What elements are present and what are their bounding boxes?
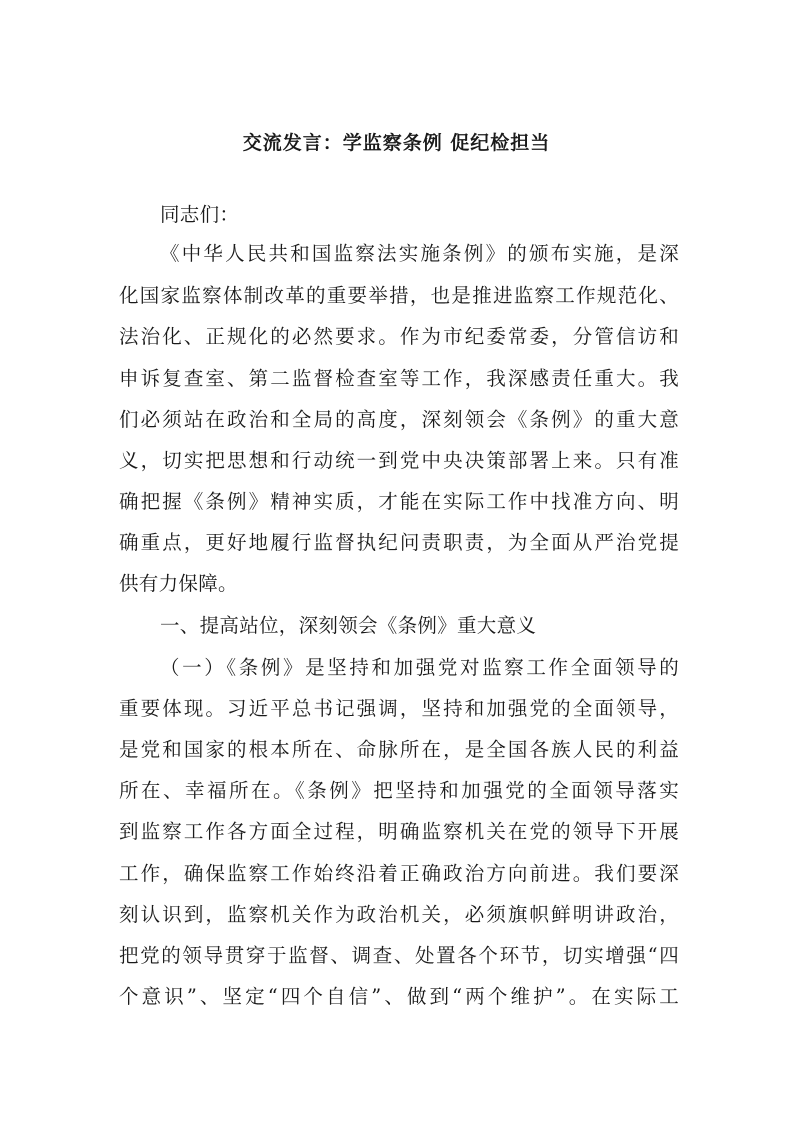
body-line: 供有力保障。 bbox=[119, 572, 238, 595]
body-line: 所在、幸福所在。《条例》把坚持和加强党的全面领导落实 bbox=[119, 779, 679, 802]
document-title: 交流发言：学监察条例 促纪检担当 bbox=[242, 132, 551, 154]
body-line: 刻认识到，监察机关作为政治机关，必须旗帜鲜明讲政治， bbox=[119, 903, 679, 926]
body-line: （一）《条例》是坚持和加强党对监察工作全面领导的 bbox=[160, 656, 679, 679]
body-line: 《中华人民共和国监察法实施条例》的颁布实施，是深 bbox=[160, 242, 679, 265]
body-line: 工作，确保监察工作始终沿着正确政治方向前进。我们要深 bbox=[119, 862, 679, 885]
body-line: 法治化、正规化的必然要求。作为市纪委常委，分管信访和 bbox=[119, 325, 679, 348]
body-line: 到监察工作各方面全过程，明确监察机关在党的领导下开展 bbox=[119, 820, 679, 843]
body-line: 申诉复查室、第二监督检查室等工作，我深感责任重大。我 bbox=[119, 367, 679, 390]
body-line: 义，切实把思想和行动统一到党中央决策部署上来。只有准 bbox=[119, 449, 679, 472]
body-line: 个意识”、坚定“四个自信”、做到“两个维护”。在实际工 bbox=[119, 985, 679, 1008]
section-heading: 一、提高站位，深刻领会《条例》重大意义 bbox=[160, 614, 537, 637]
body-line: 把党的领导贯穿于监督、调查、处置各个环节，切实增强“四 bbox=[119, 944, 679, 967]
body-line: 确把握《条例》精神实质，才能在实际工作中找准方向、明 bbox=[119, 490, 679, 513]
body-line: 重要体现。习近平总书记强调，坚持和加强党的全面领导， bbox=[119, 697, 679, 720]
body-line: 化国家监察体制改革的重要举措，也是推进监察工作规范化、 bbox=[119, 284, 679, 307]
body-line: 们必须站在政治和全局的高度，深刻领会《条例》的重大意 bbox=[119, 408, 679, 431]
body-line: 确重点，更好地履行监督执纪问责职责，为全面从严治党提 bbox=[119, 531, 679, 554]
body-line: 是党和国家的根本所在、命脉所在，是全国各族人民的利益 bbox=[119, 738, 679, 761]
salutation: 同志们： bbox=[160, 203, 240, 226]
